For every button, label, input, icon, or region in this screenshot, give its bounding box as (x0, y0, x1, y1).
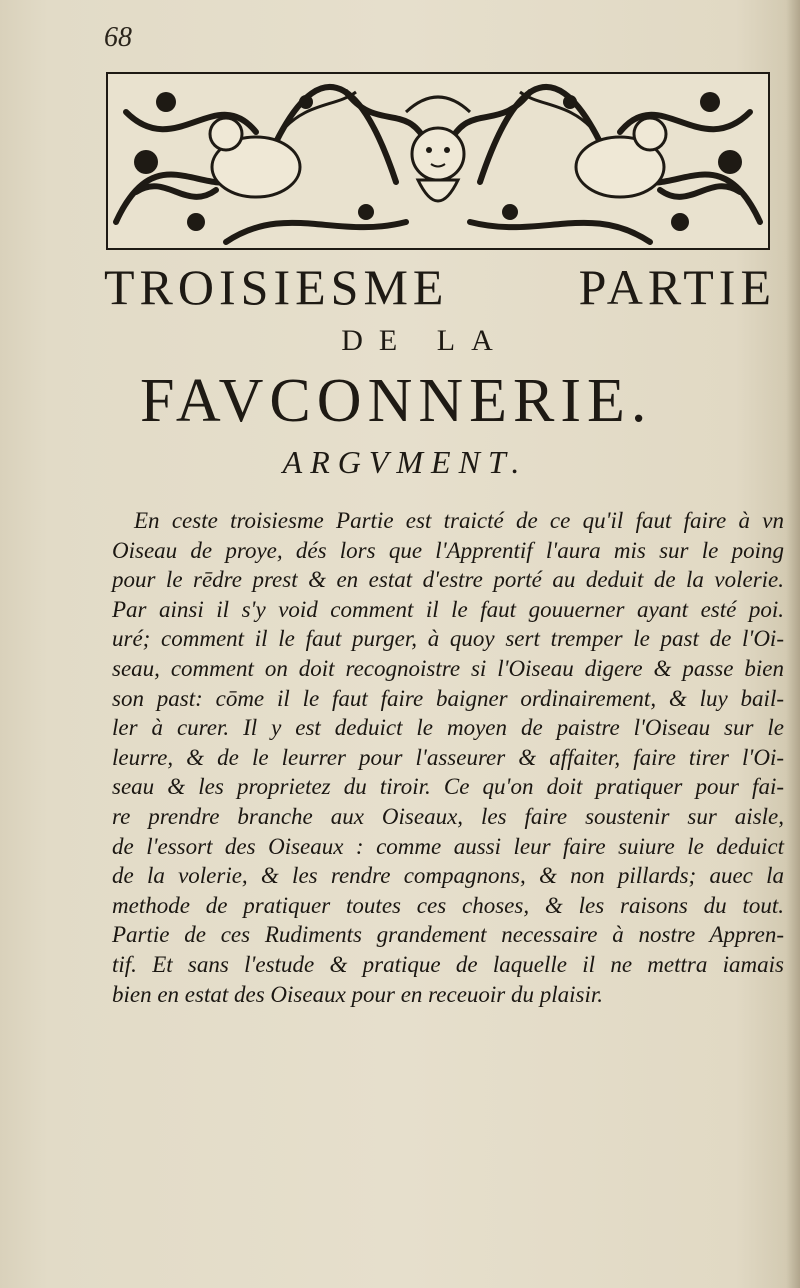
body-line: methode de pratiquer toutes ces choses, & les raisons du tout. (112, 892, 784, 918)
title-line-de-la: DE LA (341, 324, 509, 357)
body-line: leurre, & de le leurrer pour l'asseurer & affaiter, faire tirer l'Oi- (112, 744, 784, 770)
title-line-fauconnerie: FAVCONNERIE. (140, 367, 653, 435)
body-line: seau & les proprietez du tiroir. Ce qu'on doit pratiquer pour fai- (112, 774, 784, 800)
body-line: pour le rēdre prest & en estat d'estre porté au deduit de la volerie. (112, 567, 784, 593)
body-line: de la volerie, & les rendre compagnons, & non pillards; auec la (112, 863, 784, 889)
body-line: son past: cōme il le faut faire baigner ordinairement, & luy bail- (112, 685, 784, 711)
argument-heading: ARGVMENT. (282, 444, 528, 480)
body-line: seau, comment on doit recognoistre si l'Oiseau digere & passe bien (112, 655, 784, 681)
body-line: Par ainsi il s'y void comment il le faut gouuerner ayant esté poi. (112, 596, 784, 622)
body-line: Oiseau de proye, dés lors que l'Apprentif l'aura mis sur le poing (112, 537, 784, 563)
body-line: bien en estat des Oiseaux pour en receuoir du plaisir. (112, 981, 604, 1007)
body-line: re prendre branche aux Oiseaux, les faire soustenir sur aisle, (112, 803, 784, 829)
body-line: tif. Et sans l'estude & pratique de laquelle il ne mettra iamais (112, 951, 784, 977)
page-number: 68 (104, 22, 132, 53)
body-line: de l'essort des Oiseaux : comme aussi leur faire suiure le deduict (112, 833, 784, 859)
argument-body (112, 506, 784, 1009)
title-line-partie: TROISIESME PARTIE (104, 259, 776, 315)
body-line: En ceste troisiesme Partie est traicté de ce qu'il faut faire à vn (134, 508, 784, 533)
headpiece-ornament-icon (106, 72, 770, 250)
body-line: ler à curer. Il y est deduict le moyen de paistre l'Oiseau sur le (112, 715, 784, 741)
body-line: Partie de ces Rudiments grandement necessaire à nostre Appren- (112, 922, 784, 948)
body-line: uré; comment il le faut purger, à quoy sert tremper le past de l'Oi- (112, 626, 784, 652)
page-gutter-shadow (786, 0, 800, 1288)
